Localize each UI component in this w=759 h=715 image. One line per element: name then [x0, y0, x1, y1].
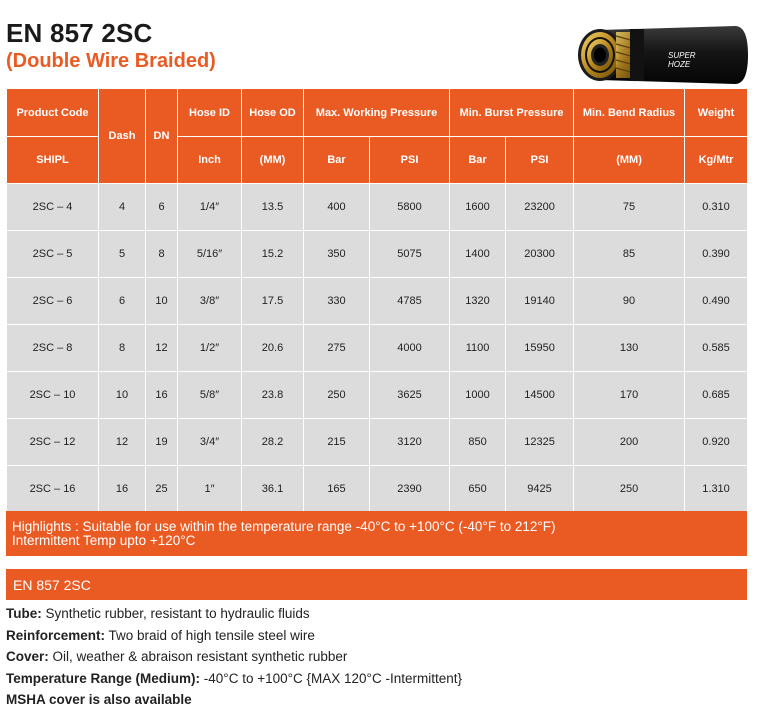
table-cell: 20.6	[242, 325, 304, 372]
table-cell: 17.5	[242, 278, 304, 325]
table-cell: 130	[574, 325, 685, 372]
table-row	[7, 372, 748, 419]
table-cell: 85	[574, 231, 685, 278]
table-cell: 215	[304, 419, 370, 466]
highlights-line2: Intermittent Temp upto +120°C	[12, 533, 196, 548]
spec-reinforcement-value: Two braid of high tensile steel wire	[105, 627, 315, 643]
table-cell: 1″	[178, 466, 242, 513]
table-cell: 0.585	[685, 325, 748, 372]
table-cell: 650	[450, 466, 506, 513]
table-cell: 75	[574, 184, 685, 231]
table-cell: 19	[146, 419, 178, 466]
table-cell: 170	[574, 372, 685, 419]
table-cell: 0.310	[685, 184, 748, 231]
page-subtitle: (Double Wire Braided)	[6, 50, 216, 72]
spec-cover	[6, 646, 462, 668]
table-cell: 2SC – 4	[7, 184, 99, 231]
table-cell: 0.490	[685, 278, 748, 325]
table-cell: 1100	[450, 325, 506, 372]
table-cell: 0.685	[685, 372, 748, 419]
spec-msha-note: MSHA cover is also available	[6, 692, 192, 707]
table-cell: 13.5	[242, 184, 304, 231]
table-cell: 4000	[370, 325, 450, 372]
table-row	[7, 184, 748, 231]
subheader-radius-mm: (MM)	[574, 137, 685, 184]
spec-cover-label: Cover:	[6, 649, 49, 664]
table-cell: 5/8″	[178, 372, 242, 419]
hose-brand-line2: HOZE	[668, 60, 691, 69]
table-cell: 12	[99, 419, 146, 466]
spec-temperature-label: Temperature Range (Medium):	[6, 670, 201, 686]
spec-temperature-value: -40°C to +100°C {MAX 120°C -Intermittent}	[200, 670, 462, 686]
table-row	[7, 325, 748, 372]
header-weight: Weight	[685, 89, 748, 137]
table-cell: 0.920	[685, 419, 748, 466]
table-cell: 25	[146, 466, 178, 513]
subheader-bp-psi: PSI	[506, 137, 574, 184]
table-cell: 14500	[506, 372, 574, 419]
table-cell: 6	[99, 278, 146, 325]
table-cell: 12	[146, 325, 178, 372]
table-cell: 4785	[370, 278, 450, 325]
table-row	[7, 231, 748, 278]
spec-tube-label: Tube:	[6, 606, 42, 621]
table-cell: 350	[304, 231, 370, 278]
table-cell: 23.8	[242, 372, 304, 419]
table-cell: 15950	[506, 325, 574, 372]
table-cell: 36.1	[242, 466, 304, 513]
table-cell: 5075	[370, 231, 450, 278]
subheader-bp-bar: Bar	[450, 137, 506, 184]
table-cell: 850	[450, 419, 506, 466]
subheader-wp-bar: Bar	[304, 137, 370, 184]
table-cell: 5	[99, 231, 146, 278]
table-row	[7, 466, 748, 513]
highlights-line1: Highlights : Suitable for use within the temperature range -40°C to +100°C (-40°F to 212°F)	[12, 519, 556, 534]
spec-reinforcement	[6, 625, 462, 647]
spec-table-body	[7, 184, 748, 513]
subheader-shipl: SHIPL	[7, 137, 99, 184]
header-hose-od: Hose OD	[242, 89, 304, 137]
hose-brand-line1: SUPER	[668, 51, 696, 60]
table-cell: 3/8″	[178, 278, 242, 325]
header-min-burst-pressure: Min. Burst Pressure	[450, 89, 574, 137]
table-cell: 0.390	[685, 231, 748, 278]
table-cell: 4	[99, 184, 146, 231]
table-row	[7, 419, 748, 466]
header-hose-id: Hose ID	[178, 89, 242, 137]
subheader-wp-psi: PSI	[370, 137, 450, 184]
table-cell: 2390	[370, 466, 450, 513]
spec-tube-value: Synthetic rubber, resistant to hydraulic fluids	[41, 606, 310, 621]
table-cell: 8	[146, 231, 178, 278]
table-cell: 2SC – 8	[7, 325, 99, 372]
subheader-kg-mtr: Kg/Mtr	[685, 137, 748, 184]
spec-temperature	[6, 668, 462, 690]
table-cell: 9425	[506, 466, 574, 513]
subheader-inch: Inch	[178, 137, 242, 184]
table-cell: 20300	[506, 231, 574, 278]
table-cell: 200	[574, 419, 685, 466]
table-cell: 3625	[370, 372, 450, 419]
page-title: EN 857 2SC	[6, 18, 153, 48]
spec-table	[6, 88, 748, 513]
table-cell: 16	[146, 372, 178, 419]
table-cell: 1600	[450, 184, 506, 231]
table-cell: 275	[304, 325, 370, 372]
header-dash: Dash	[99, 89, 146, 184]
section-title-bar: EN 857 2SC	[6, 569, 747, 600]
header-product-code: Product Code	[7, 89, 99, 137]
table-cell: 12325	[506, 419, 574, 466]
table-cell: 1/4″	[178, 184, 242, 231]
subheader-od-mm: (MM)	[242, 137, 304, 184]
table-cell: 15.2	[242, 231, 304, 278]
spec-reinforcement-label: Reinforcement:	[6, 627, 106, 643]
spec-cover-value: Oil, weather & abraison resistant synthetic rubber	[48, 649, 348, 664]
table-cell: 400	[304, 184, 370, 231]
table-cell: 2SC – 10	[7, 372, 99, 419]
table-cell: 8	[99, 325, 146, 372]
table-cell: 10	[146, 278, 178, 325]
table-row	[7, 278, 748, 325]
table-cell: 250	[574, 466, 685, 513]
table-cell: 2SC – 12	[7, 419, 99, 466]
table-cell: 5/16″	[178, 231, 242, 278]
table-cell: 16	[99, 466, 146, 513]
table-cell: 165	[304, 466, 370, 513]
spec-tube	[6, 603, 462, 625]
table-cell: 2SC – 6	[7, 278, 99, 325]
spec-details	[6, 603, 462, 711]
header-dn: DN	[146, 89, 178, 184]
table-cell: 23200	[506, 184, 574, 231]
table-cell: 6	[146, 184, 178, 231]
table-cell: 250	[304, 372, 370, 419]
table-cell: 1/2″	[178, 325, 242, 372]
table-cell: 2SC – 5	[7, 231, 99, 278]
table-cell: 2SC – 16	[7, 466, 99, 513]
table-cell: 330	[304, 278, 370, 325]
table-cell: 90	[574, 278, 685, 325]
table-cell: 28.2	[242, 419, 304, 466]
header-min-bend-radius: Min. Bend Radius	[574, 89, 685, 137]
table-cell: 1000	[450, 372, 506, 419]
table-cell: 3/4″	[178, 419, 242, 466]
table-cell: 1320	[450, 278, 506, 325]
hose-product-image	[570, 22, 750, 88]
highlights-banner	[6, 511, 747, 556]
table-cell: 1400	[450, 231, 506, 278]
table-cell: 3120	[370, 419, 450, 466]
table-cell: 19140	[506, 278, 574, 325]
header-max-working-pressure: Max. Working Pressure	[304, 89, 450, 137]
table-cell: 1.310	[685, 466, 748, 513]
table-cell: 5800	[370, 184, 450, 231]
table-cell: 10	[99, 372, 146, 419]
